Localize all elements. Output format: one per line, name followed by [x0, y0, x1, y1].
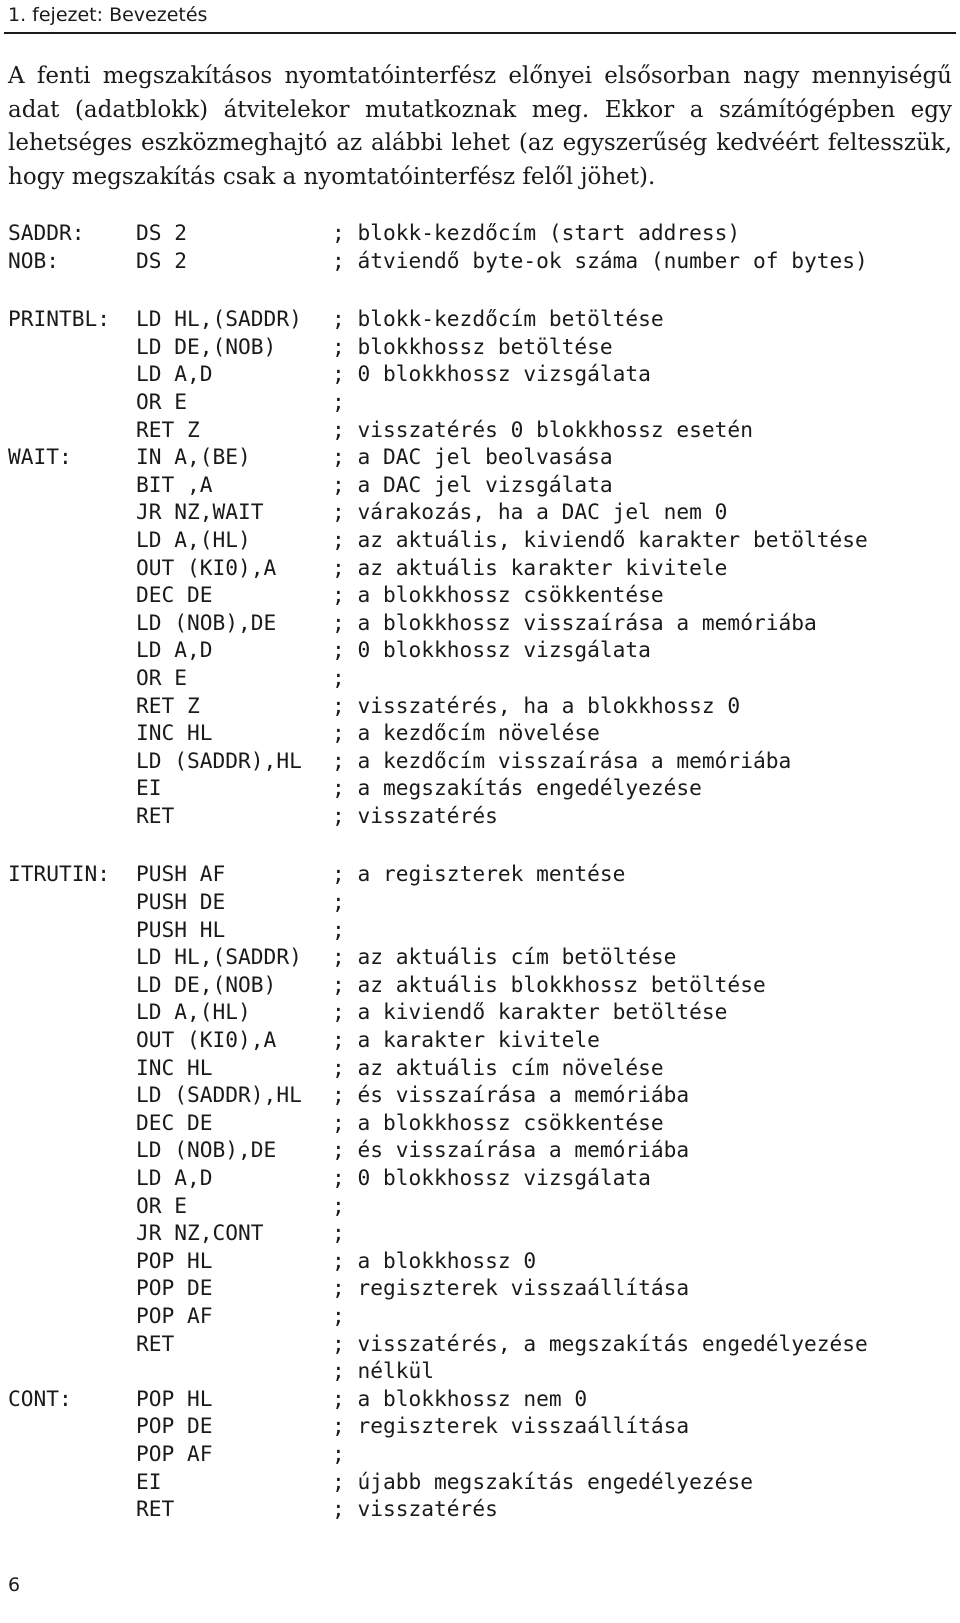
code-instruction: LD (SADDR),HL	[136, 1082, 302, 1108]
code-comment: ; az aktuális cím betöltése	[332, 944, 677, 970]
code-comment: ; 0 blokkhossz vizsgálata	[332, 637, 651, 663]
code-instruction: OUT (KI0),A	[136, 554, 277, 580]
code-instruction: LD A,D	[136, 1165, 213, 1190]
code-instruction: LD A,(HL)	[136, 526, 251, 552]
code-instruction: RET Z	[136, 692, 200, 718]
code-comment: ; és visszaírása a memóriába	[332, 1137, 690, 1163]
chapter-header: 1. fejezet: Bevezetés	[8, 4, 208, 26]
code-comment: ;	[332, 664, 345, 690]
code-comment: ; a blokkhossz visszaírása a memóriába	[332, 609, 817, 635]
code-instruction: INC HL	[136, 1054, 213, 1080]
code-comment: ; az aktuális blokkhossz betöltése	[332, 971, 766, 997]
code-instruction: DS 2	[136, 220, 188, 245]
code-comment: ; a karakter kivitele	[332, 1027, 600, 1053]
code-comment: ; a kiviendő karakter betöltése	[332, 999, 728, 1025]
code-instruction: POP AF	[136, 1302, 213, 1328]
code-comment: ; blokk-kezdőcím betöltése	[332, 306, 664, 332]
code-comment: ; visszatérés, ha a blokkhossz 0	[332, 692, 741, 718]
code-comment: ; visszatérés	[332, 802, 498, 828]
code-comment: ; a regiszterek mentése	[332, 861, 626, 887]
code-comment: ; a kezdőcím visszaírása a memóriába	[332, 747, 792, 773]
code-instruction: PUSH AF	[136, 861, 226, 887]
code-comment: ; átviendő byte-ok száma (number of bytes)	[332, 247, 868, 273]
code-comment: ;	[332, 1220, 345, 1246]
code-comment: ; visszatérés, a megszakítás engedélyezése	[332, 1330, 868, 1356]
code-instruction: LD A,D	[136, 637, 213, 663]
code-instruction: OR E	[136, 664, 188, 690]
code-comment: ; nélkül	[332, 1358, 435, 1384]
code-instruction: POP DE	[136, 1275, 213, 1301]
code-comment: ; 0 blokkhossz vizsgálata	[332, 361, 651, 387]
code-comment: ; a blokkhossz 0	[332, 1247, 537, 1273]
code-instruction: EI	[136, 775, 162, 801]
code-comment: ; a blokkhossz nem 0	[332, 1385, 588, 1411]
code-comment: ; visszatérés 0 blokkhossz esetén	[332, 416, 753, 442]
code-instruction: POP DE	[136, 1413, 213, 1439]
code-comment: ;	[332, 1192, 345, 1218]
code-instruction: RET	[136, 1496, 175, 1522]
code-instruction: INC HL	[136, 720, 213, 746]
code-comment: ; a blokkhossz csökkentése	[332, 582, 664, 608]
code-comment: ; 0 blokkhossz vizsgálata	[332, 1165, 651, 1190]
code-comment: ; várakozás, ha a DAC jel nem 0	[332, 499, 728, 525]
code-instruction: IN A,(BE)	[136, 444, 251, 470]
code-instruction: JR NZ,WAIT	[136, 499, 264, 525]
code-instruction: LD HL,(SADDR)	[136, 944, 302, 970]
code-comment: ;	[332, 1302, 345, 1328]
code-instruction: POP AF	[136, 1440, 213, 1466]
code-comment: ; regiszterek visszaállítása	[332, 1413, 690, 1439]
code-comment: ;	[332, 916, 345, 942]
code-comment: ; az aktuális, kiviendő karakter betöltése	[332, 526, 868, 552]
code-instruction: BIT ,A	[136, 471, 213, 497]
code-label: CONT:	[8, 1385, 72, 1411]
code-comment: ; blokkhossz betöltése	[332, 333, 613, 359]
code-instruction: POP HL	[136, 1247, 213, 1273]
code-comment: ; a blokkhossz csökkentése	[332, 1109, 664, 1135]
code-instruction: LD HL,(SADDR)	[136, 306, 302, 332]
code-instruction: RET	[136, 802, 175, 828]
code-instruction: DEC DE	[136, 582, 213, 608]
header-rule	[4, 32, 956, 34]
code-comment: ; a megszakítás engedélyezése	[332, 775, 702, 801]
code-instruction: LD (NOB),DE	[136, 1137, 277, 1163]
code-comment: ; és visszaírása a memóriába	[332, 1082, 690, 1108]
code-instruction: LD A,D	[136, 361, 213, 387]
code-instruction: POP HL	[136, 1385, 213, 1411]
code-instruction: DEC DE	[136, 1109, 213, 1135]
page-number: 6	[8, 1574, 21, 1596]
code-comment: ;	[332, 1440, 345, 1466]
code-instruction: LD (NOB),DE	[136, 609, 277, 635]
code-instruction: RET Z	[136, 416, 200, 442]
code-instruction: OUT (KI0),A	[136, 1027, 277, 1053]
code-comment: ; a kezdőcím növelése	[332, 720, 600, 746]
code-label: PRINTBL:	[8, 306, 111, 332]
code-comment: ;	[332, 388, 345, 414]
code-instruction: OR E	[136, 388, 188, 414]
code-instruction: LD DE,(NOB)	[136, 971, 277, 997]
code-instruction: PUSH HL	[136, 916, 226, 942]
code-label: WAIT:	[8, 444, 72, 470]
code-comment: ; az aktuális karakter kivitele	[332, 554, 728, 580]
code-comment: ; a DAC jel vizsgálata	[332, 471, 613, 497]
code-instruction: LD DE,(NOB)	[136, 333, 277, 359]
code-comment: ; visszatérés	[332, 1496, 498, 1522]
code-instruction: DS 2	[136, 247, 188, 273]
code-comment: ; blokk-kezdőcím (start address)	[332, 220, 741, 245]
code-label: NOB:	[8, 247, 60, 273]
code-comment: ;	[332, 889, 345, 915]
code-label: ITRUTIN:	[8, 861, 111, 887]
code-comment: ; regiszterek visszaállítása	[332, 1275, 690, 1301]
code-comment: ; az aktuális cím növelése	[332, 1054, 664, 1080]
code-comment: ; a DAC jel beolvasása	[332, 444, 613, 470]
code-instruction: PUSH DE	[136, 889, 226, 915]
code-instruction: JR NZ,CONT	[136, 1220, 264, 1246]
intro-paragraph: A fenti megszakításos nyomtatóinterfész előnyei elsősorban nagy mennyiségű adat (adatblokk) átvitelekor mutatkoznak meg. Ekkor a számítógépben egy lehetséges eszközmeghajtó az alábbi lehet (az egyszerűség kedvéért feltesszük, hogy megszakítás csak a nyomtatóinterfész felől jöhet).	[8, 63, 952, 190]
code-instruction: EI	[136, 1468, 162, 1494]
code-instruction: LD A,(HL)	[136, 999, 251, 1025]
code-instruction: OR E	[136, 1192, 188, 1218]
code-label: SADDR:	[8, 220, 85, 245]
code-instruction: RET	[136, 1330, 175, 1356]
code-comment: ; újabb megszakítás engedélyezése	[332, 1468, 753, 1494]
code-instruction: LD (SADDR),HL	[136, 747, 302, 773]
